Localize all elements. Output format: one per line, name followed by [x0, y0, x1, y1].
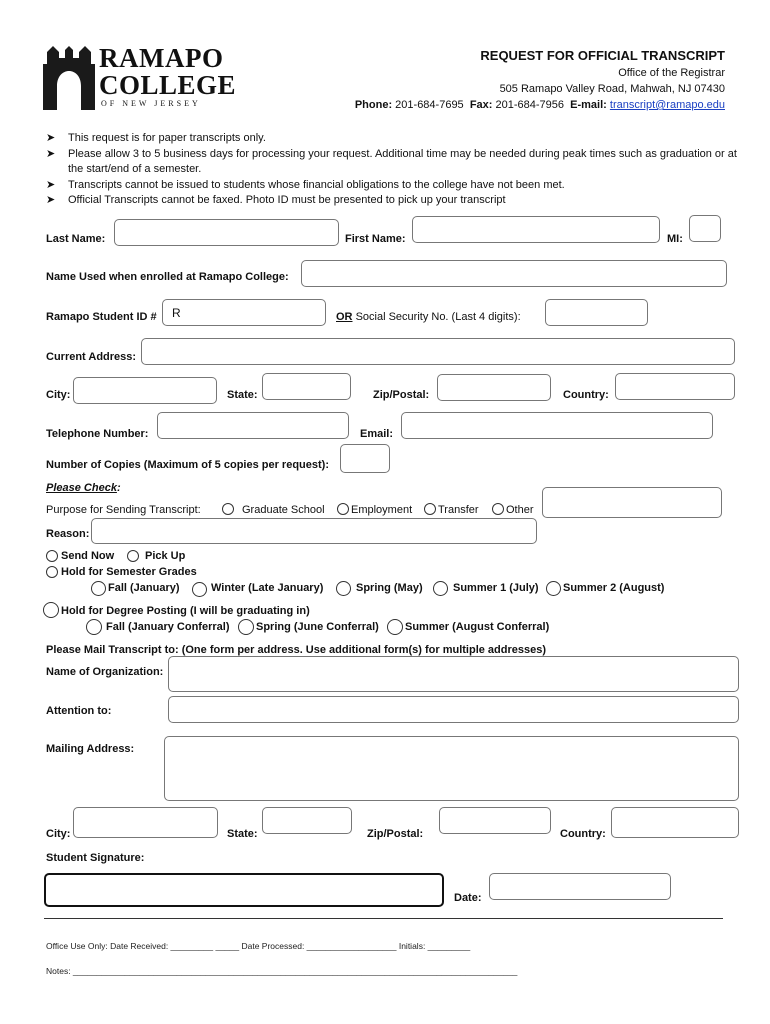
zip-input[interactable]: [437, 374, 551, 401]
mi-input[interactable]: [689, 215, 721, 242]
reason-label: Reason:: [46, 528, 90, 540]
arrow-bullet-icon: ➤: [46, 194, 56, 207]
bullet-item: ➤ Please allow 3 to 5 business days for processing your request. Additional time may be needed during peak times such as graduation or at the start/end of a semester.: [46, 147, 737, 176]
form-title: REQUEST FOR OFFICIAL TRANSCRIPT: [480, 48, 725, 63]
divider-line: [44, 918, 723, 919]
mi-label: MI:: [667, 233, 683, 245]
logo-line1: RAMAPO: [99, 43, 224, 73]
spring-radio[interactable]: [336, 581, 351, 596]
hold-semester-radio[interactable]: [46, 566, 58, 578]
fax-number: 201-684-7956: [495, 99, 565, 111]
other-label: Other: [506, 504, 534, 516]
spring-label: Spring (May): [356, 582, 423, 594]
winter-label: Winter (Late January): [211, 582, 324, 594]
notes-line: Notes: ______________________________________________________________________________________________: [46, 966, 518, 976]
first-name-input[interactable]: [412, 216, 660, 243]
or-text: OR: [336, 311, 353, 323]
city-label: City:: [46, 389, 71, 401]
first-name-label: First Name:: [345, 233, 406, 245]
mail-city-label: City:: [46, 828, 71, 840]
instructions-list: [46, 131, 746, 209]
ssn-label: OR Social Security No. (Last 4 digits):: [336, 311, 521, 323]
bullet-item: ➤ Official Transcripts cannot be faxed. Photo ID must be presented to pick up your transcript: [46, 193, 746, 209]
mail-heading: Please Mail Transcript to: (One form per address. Use additional form(s) for multiple addresses): [46, 644, 547, 656]
graduate-school-label: Graduate School: [242, 504, 325, 516]
college-logo: [43, 43, 237, 110]
office-use-line: Office Use Only: Date Received: _________ _____ Date Processed: ___________________ Initials: _________: [46, 941, 471, 951]
transfer-radio[interactable]: [424, 503, 436, 515]
last-name-input[interactable]: [114, 219, 339, 246]
contact-line: [355, 99, 725, 111]
please-check-heading: Please Check:: [46, 482, 121, 494]
country-label: Country:: [563, 389, 609, 401]
summer1-label: Summer 1 (July): [453, 582, 539, 594]
bullet-item: ➤ This request is for paper transcripts only.: [46, 131, 746, 147]
state-input[interactable]: [262, 373, 351, 400]
current-address-input[interactable]: [141, 338, 735, 365]
mail-state-input[interactable]: [262, 807, 352, 834]
signature-label: Student Signature:: [46, 852, 145, 864]
transfer-label: Transfer: [438, 504, 479, 516]
hold-degree-label: Hold for Degree Posting (I will be graduating in): [61, 605, 310, 617]
telephone-label: Telephone Number:: [46, 428, 149, 440]
winter-radio[interactable]: [192, 582, 207, 597]
mail-state-label: State:: [227, 828, 258, 840]
arrow-bullet-icon: ➤: [46, 147, 56, 160]
mail-city-input[interactable]: [73, 807, 218, 838]
send-now-label: Send Now: [61, 550, 115, 562]
student-id-input[interactable]: [162, 299, 326, 326]
hold-degree-radio[interactable]: [43, 602, 59, 618]
ssn-input[interactable]: [545, 299, 648, 326]
signature-input[interactable]: [44, 873, 444, 907]
fall-conferral-radio[interactable]: [86, 619, 102, 635]
summer2-label: Summer 2 (August): [563, 582, 665, 594]
pick-up-radio[interactable]: [127, 550, 139, 562]
city-input[interactable]: [73, 377, 217, 404]
registrar-office: Office of the Registrar: [618, 67, 725, 79]
spring-conferral-radio[interactable]: [238, 619, 254, 635]
mailing-address-input[interactable]: [164, 736, 739, 801]
phone-number: 201-684-7695: [395, 99, 464, 111]
fall-label: Fall (January): [108, 582, 180, 594]
fax-label: Fax:: [469, 99, 493, 111]
gate-icon: [43, 44, 95, 110]
summer1-radio[interactable]: [433, 581, 448, 596]
attention-label: Attention to:: [46, 705, 112, 717]
last-name-label: Last Name:: [46, 233, 106, 245]
organization-input[interactable]: [168, 656, 739, 692]
fall-radio[interactable]: [91, 581, 106, 596]
logo-line3: OF NEW JERSEY: [101, 99, 201, 108]
send-now-radio[interactable]: [46, 550, 58, 562]
student-id-label: Ramapo Student ID #: [46, 311, 157, 323]
bullet-item: ➤ Transcripts cannot be issued to students whose financial obligations to the college have not been met.: [46, 178, 746, 194]
phone-label: Phone:: [354, 99, 393, 111]
student-id-prefix: R: [172, 306, 181, 320]
attention-input[interactable]: [168, 696, 739, 723]
current-address-label: Current Address:: [46, 351, 137, 363]
hold-semester-label: Hold for Semester Grades: [61, 566, 197, 578]
zip-label: Zip/Postal:: [373, 389, 430, 401]
email-link[interactable]: transcript@ramapo.edu: [609, 99, 725, 111]
name-used-input[interactable]: [301, 260, 727, 287]
other-input[interactable]: [542, 487, 722, 518]
other-radio[interactable]: [492, 503, 504, 515]
date-input[interactable]: [489, 873, 671, 900]
organization-label: Name of Organization:: [46, 666, 164, 678]
employment-label: Employment: [351, 504, 413, 516]
email-input[interactable]: [401, 412, 713, 439]
date-label: Date:: [454, 892, 482, 904]
pick-up-label: Pick Up: [145, 550, 186, 562]
registrar-address: 505 Ramapo Valley Road, Mahwah, NJ 07430: [499, 83, 725, 95]
arrow-bullet-icon: ➤: [46, 132, 56, 144]
name-used-label: Name Used when enrolled at Ramapo College:: [46, 271, 289, 283]
email-field-label: Email:: [360, 428, 394, 440]
logo-line2: COLLEGE: [99, 70, 237, 100]
arrow-bullet-icon: ➤: [46, 178, 56, 191]
fall-conferral-label: Fall (January Conferral): [106, 621, 230, 633]
mail-country-input[interactable]: [611, 807, 739, 838]
country-input[interactable]: [615, 373, 735, 400]
graduate-school-radio[interactable]: [222, 503, 234, 515]
reason-input[interactable]: [91, 518, 537, 544]
summer-conferral-label: Summer (August Conferral): [405, 621, 550, 633]
mail-zip-input[interactable]: [439, 807, 551, 834]
telephone-input[interactable]: [157, 412, 349, 439]
summer2-radio[interactable]: [546, 581, 561, 596]
copies-label: Number of Copies (Maximum of 5 copies per request):: [46, 459, 329, 471]
mail-country-label: Country:: [560, 828, 606, 840]
copies-input[interactable]: [340, 444, 390, 473]
employment-radio[interactable]: [337, 503, 349, 515]
mail-zip-label: Zip/Postal:: [367, 828, 424, 840]
email-label: E-mail:: [570, 99, 607, 111]
state-label: State:: [227, 389, 258, 401]
spring-conferral-label: Spring (June Conferral): [256, 621, 379, 633]
purpose-label: Purpose for Sending Transcript:: [46, 504, 201, 516]
mailing-address-label: Mailing Address:: [46, 743, 135, 755]
summer-conferral-radio[interactable]: [387, 619, 403, 635]
